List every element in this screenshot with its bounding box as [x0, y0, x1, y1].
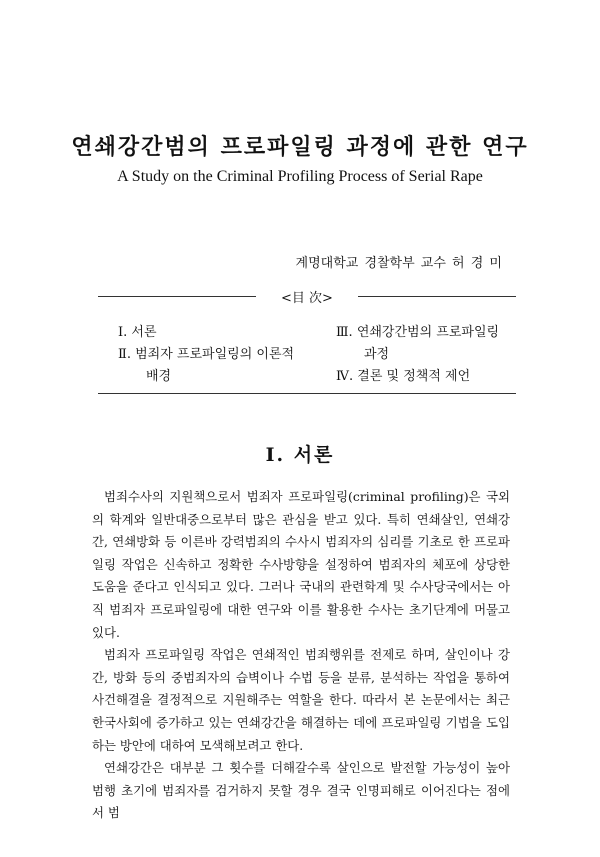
paragraph: 범죄수사의 지원책으로서 범죄자 프로파일링(criminal profiling)은 국외의 학계와 일반대중으로부터 많은 관심을 받고 있다. 특히 연쇄살인, 연쇄강간, 연쇄방화 등 이른바 강력범죄의 수사시 범죄자의 심리를 기초로 한 프로파일링 작업은 신속하고 정확한 수사방향을 설정하여 범죄자의 체포에 상당한 도움을 준다고 인식되고 있다. 그러나 국내의 관련학계 및 수사당국에서는 아직 범죄자 프로파일링에 대한 연구와 이를 활용한 수사는 초기단계에 머물고 있다. — [92, 489, 510, 640]
toc-bottom-rule — [98, 393, 516, 394]
toc-column-right — [336, 322, 511, 388]
section-heading: Ⅰ. 서론 — [265, 444, 335, 466]
toc-item-2 — [118, 344, 318, 388]
toc-heading: <目 次> — [281, 291, 333, 306]
toc-item-number: Ⅳ. — [336, 369, 354, 384]
table-of-contents — [98, 291, 516, 394]
toc-item-label: 서론 — [131, 325, 157, 340]
paragraph: 범죄자 프로파일링 작업은 연쇄적인 범죄행위를 전제로 하며, 살인이나 강간, 방화 등의 중범죄자의 습벽이나 수법 등을 분류, 분석하는 작업을 통하여 사건해결을 결정적으로 지원해주는 역할을 한다. 따라서 본 논문에서는 최근 한국사회에 증가하고 있는 연쇄강간을 해결하는 데에 프로파일링 기법을 도입하는 방안에 대하여 모색해보려고 한다. — [92, 647, 510, 753]
toc-item-continuation: 배경 — [146, 369, 172, 384]
toc-item-number: Ⅰ. — [118, 325, 128, 340]
toc-item-continuation: 과정 — [364, 347, 390, 362]
toc-item-4 — [336, 366, 511, 388]
toc-item-label: 범죄자 프로파일링의 이론적 — [135, 347, 295, 362]
author-affiliation: 계명대학교 경찰학부 교수 허 경 미 — [295, 256, 502, 271]
body-text — [92, 486, 510, 825]
paper-title-korean: 연쇄강간범의 프로파일링 과정에 관한 연구 — [71, 134, 529, 160]
toc-item-number: Ⅱ. — [118, 347, 131, 362]
toc-column-left — [118, 322, 318, 388]
toc-item-1 — [118, 322, 318, 344]
paper-title-english: A Study on the Criminal Profiling Process of Serial Rape — [117, 168, 483, 185]
toc-item-label: 연쇄강간범의 프로파일링 — [356, 325, 500, 340]
toc-item-3 — [336, 322, 511, 366]
toc-item-number: Ⅲ. — [336, 325, 353, 340]
toc-item-label: 결론 및 정책적 제언 — [357, 369, 471, 384]
paragraph: 연쇄강간은 대부분 그 횟수를 더해갈수록 살인으로 발전할 가능성이 높아 범행 초기에 범죄자를 검거하지 못할 경우 결국 인명피해로 이어진다는 점에서 범 — [92, 760, 510, 821]
